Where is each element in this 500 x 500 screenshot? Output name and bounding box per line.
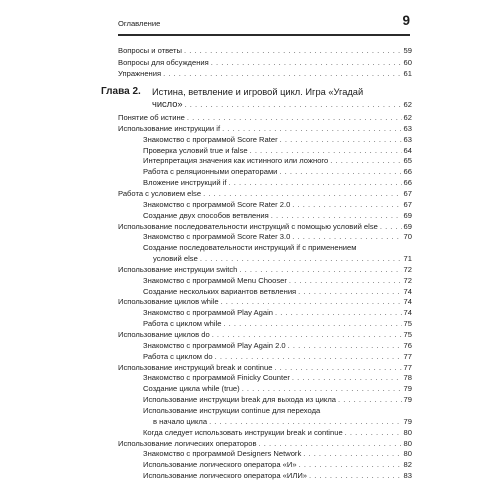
toc-entry[interactable] <box>143 166 412 177</box>
dot-leader <box>222 123 401 134</box>
toc-entry[interactable] <box>118 123 412 134</box>
chapter-label: Глава 2. <box>101 86 141 97</box>
entry-page-number: 69 <box>403 210 412 220</box>
entry-title: Знакомство с программой Menu Chooser <box>143 275 287 285</box>
dot-leader <box>309 470 402 481</box>
dot-leader <box>229 177 402 188</box>
entry-page-number: 63 <box>403 123 412 133</box>
toc-entry[interactable] <box>143 318 412 329</box>
page-number: 9 <box>402 13 410 28</box>
entry-page-number: 80 <box>403 427 412 437</box>
entry-title: Когда следует использовать инструкции break и continue <box>143 427 343 437</box>
entry-page-number: 75 <box>403 319 412 329</box>
entry-title: Знакомство с программой Play Again <box>143 308 273 318</box>
toc-entry[interactable] <box>143 275 412 286</box>
dot-leader <box>330 155 401 166</box>
toc-entry[interactable] <box>143 372 412 383</box>
entry-title: Упражнения <box>118 69 162 78</box>
dot-leader <box>242 383 402 394</box>
entry-page-number: 74 <box>403 286 412 296</box>
toc-entry[interactable] <box>143 383 412 394</box>
dot-leader <box>250 145 402 156</box>
toc-entry[interactable] <box>143 134 412 145</box>
running-head-title: Оглавление <box>118 19 161 28</box>
chapter-title-line1: Истина, ветвление и игровой цикл. Игра «Угадай <box>152 87 364 97</box>
dot-leader <box>380 221 402 232</box>
dot-leader <box>345 427 402 438</box>
entry-page-number: 79 <box>403 395 412 405</box>
entry-title: Использование логического оператора «ИЛИ» <box>143 471 308 481</box>
toc-entry[interactable] <box>143 177 412 188</box>
entry-title: Использование инструкции break для выхода из цикла <box>143 395 336 405</box>
entry-title: в начало цикла <box>153 416 208 426</box>
entry-page-number: 66 <box>403 178 412 188</box>
entry-page-number: 61 <box>403 69 412 78</box>
toc-entry[interactable] <box>118 112 412 123</box>
entry-page-number: 74 <box>403 297 412 307</box>
entry-title: число» <box>152 99 183 109</box>
entry-page-number: 67 <box>403 188 412 198</box>
dot-leader <box>259 438 402 449</box>
dot-leader <box>223 318 401 329</box>
dot-leader <box>289 275 402 286</box>
dot-leader <box>163 68 401 79</box>
entry-page-number: 80 <box>403 438 412 448</box>
entry-title: условий else <box>153 254 198 264</box>
dot-leader <box>212 329 402 340</box>
dot-leader <box>288 340 402 351</box>
dot-leader <box>239 264 401 275</box>
entry-title: Использование инструкции if <box>118 123 221 133</box>
entry-page-number: 60 <box>403 57 412 67</box>
entry-title: Знакомство с программой Score Rater 3.0 <box>143 232 291 242</box>
dot-leader <box>299 459 402 470</box>
entry-title: Знакомство с программой Score Rater 2.0 <box>143 199 291 209</box>
entry-title: Знакомство с программой Finicky Counter <box>143 373 290 383</box>
toc-entry[interactable] <box>143 427 412 438</box>
entry-title: Создание нескольких вариантов ветвления <box>143 286 297 296</box>
entry-title: Использование инструкции switch <box>118 264 238 274</box>
entry-title: Использование инструкций break и continue <box>118 362 273 372</box>
entry-page-number: 79 <box>403 416 412 426</box>
entry-page-number: 82 <box>403 460 412 470</box>
entry-page-number: 71 <box>403 254 412 264</box>
toc-entry[interactable] <box>143 145 412 156</box>
entry-title: Вложение инструкций if <box>143 178 227 188</box>
entry-page-number: 62 <box>403 100 412 109</box>
entry-title: Создание двух способов ветвления <box>143 210 269 220</box>
dot-leader <box>271 210 402 221</box>
toc-entry[interactable] <box>118 45 412 56</box>
chapter-title-line2[interactable] <box>152 98 412 111</box>
dot-leader <box>221 296 402 307</box>
toc-entry[interactable] <box>143 231 412 242</box>
entry-page-number: 66 <box>403 167 412 177</box>
toc-entry[interactable] <box>143 470 412 481</box>
entry-page-number: 72 <box>403 275 412 285</box>
entry-page-number: 74 <box>403 308 412 318</box>
entry-title: Работа с циклом do <box>143 351 213 361</box>
entry-page-number: 79 <box>403 384 412 394</box>
toc-entry[interactable] <box>143 459 412 470</box>
toc-entry[interactable] <box>118 362 412 373</box>
entry-title: Работа с циклом while <box>143 319 222 329</box>
entry-page-number: 64 <box>403 145 412 155</box>
toc-entry[interactable] <box>143 394 412 405</box>
entry-page-number: 59 <box>403 46 412 55</box>
entry-page-number: 78 <box>403 373 412 383</box>
entry-title: Вопросы и ответы <box>118 46 182 55</box>
toc-entry[interactable] <box>143 155 412 166</box>
dot-leader <box>184 45 402 56</box>
dot-leader <box>292 372 402 383</box>
entry-title: Интерпретация значения как истинного или ложного <box>143 156 329 166</box>
toc-entry[interactable] <box>143 351 412 362</box>
entry-page-number: 77 <box>403 362 412 372</box>
entry-page-number: 70 <box>403 232 412 242</box>
entry-title: Знакомство с программой Score Rater <box>143 134 278 144</box>
entry-page-number: 65 <box>403 156 412 166</box>
entry-page-number: 77 <box>403 351 412 361</box>
entry-title: Работа с условием else <box>118 188 202 198</box>
toc-entry[interactable] <box>153 416 412 427</box>
entry-page-number: 62 <box>403 113 412 122</box>
toc-entry[interactable] <box>143 448 412 459</box>
dot-leader <box>187 112 402 123</box>
dot-leader <box>200 253 402 264</box>
entry-page-number: 76 <box>403 340 412 350</box>
toc-entry[interactable] <box>143 210 412 221</box>
dot-leader <box>203 188 401 199</box>
entry-title: Понятие об истине <box>118 113 185 122</box>
dot-leader <box>185 99 402 111</box>
entry-page-number: 75 <box>403 330 412 339</box>
dot-leader <box>292 199 401 210</box>
dot-leader <box>211 57 402 68</box>
entry-title: Создание цикла while (true) <box>143 384 240 394</box>
entry-title: Знакомство с программой Play Again 2.0 <box>143 340 286 350</box>
entry-title: Использование логических операторов <box>118 438 257 448</box>
dot-leader <box>209 416 401 427</box>
entry-title: Использование циклов while <box>118 297 219 307</box>
toc-entry[interactable] <box>143 199 412 210</box>
toc-entry-first-line: Создание последовательности инструкций if с применением <box>143 243 357 253</box>
entry-title: Вопросы для обсуждения <box>118 57 209 67</box>
dot-leader <box>280 134 402 145</box>
dot-leader <box>274 362 401 373</box>
dot-leader <box>275 307 402 318</box>
entry-title: Использование логического оператора «И» <box>143 460 297 470</box>
toc-entry[interactable] <box>118 264 412 275</box>
dot-leader <box>292 231 401 242</box>
entry-title: Использование циклов do <box>118 330 210 339</box>
dot-leader <box>298 286 401 297</box>
entry-page-number: 69 <box>403 221 412 231</box>
toc-entry[interactable] <box>153 253 412 264</box>
entry-page-number: 63 <box>403 134 412 144</box>
dot-leader <box>215 351 402 362</box>
toc-entry[interactable] <box>143 307 412 318</box>
toc-entry[interactable] <box>118 221 412 232</box>
toc-entry[interactable] <box>143 340 412 351</box>
entry-title: Проверка условий true и false <box>143 145 248 155</box>
toc-entry[interactable] <box>118 438 412 449</box>
toc-entry[interactable] <box>118 296 412 307</box>
entry-page-number: 83 <box>403 471 412 481</box>
entry-title: Знакомство с программой Designers Network <box>143 449 302 459</box>
entry-page-number: 67 <box>403 199 412 209</box>
toc-entry-first-line: Использование инструкции continue для перехода <box>143 405 321 415</box>
entry-title: Работа с реляционными операторами <box>143 167 278 177</box>
dot-leader <box>279 166 401 177</box>
entry-page-number: 72 <box>403 264 412 274</box>
toc-entry[interactable] <box>118 57 412 68</box>
dot-leader <box>338 394 402 405</box>
entry-title: Использование последовательности инструкций с помощью условий else <box>118 221 378 231</box>
dot-leader <box>303 448 401 459</box>
toc-entry[interactable] <box>118 329 412 340</box>
toc-entry[interactable] <box>118 68 412 79</box>
toc-entry[interactable] <box>143 286 412 297</box>
toc-entry[interactable] <box>118 188 412 199</box>
entry-page-number: 80 <box>403 449 412 459</box>
